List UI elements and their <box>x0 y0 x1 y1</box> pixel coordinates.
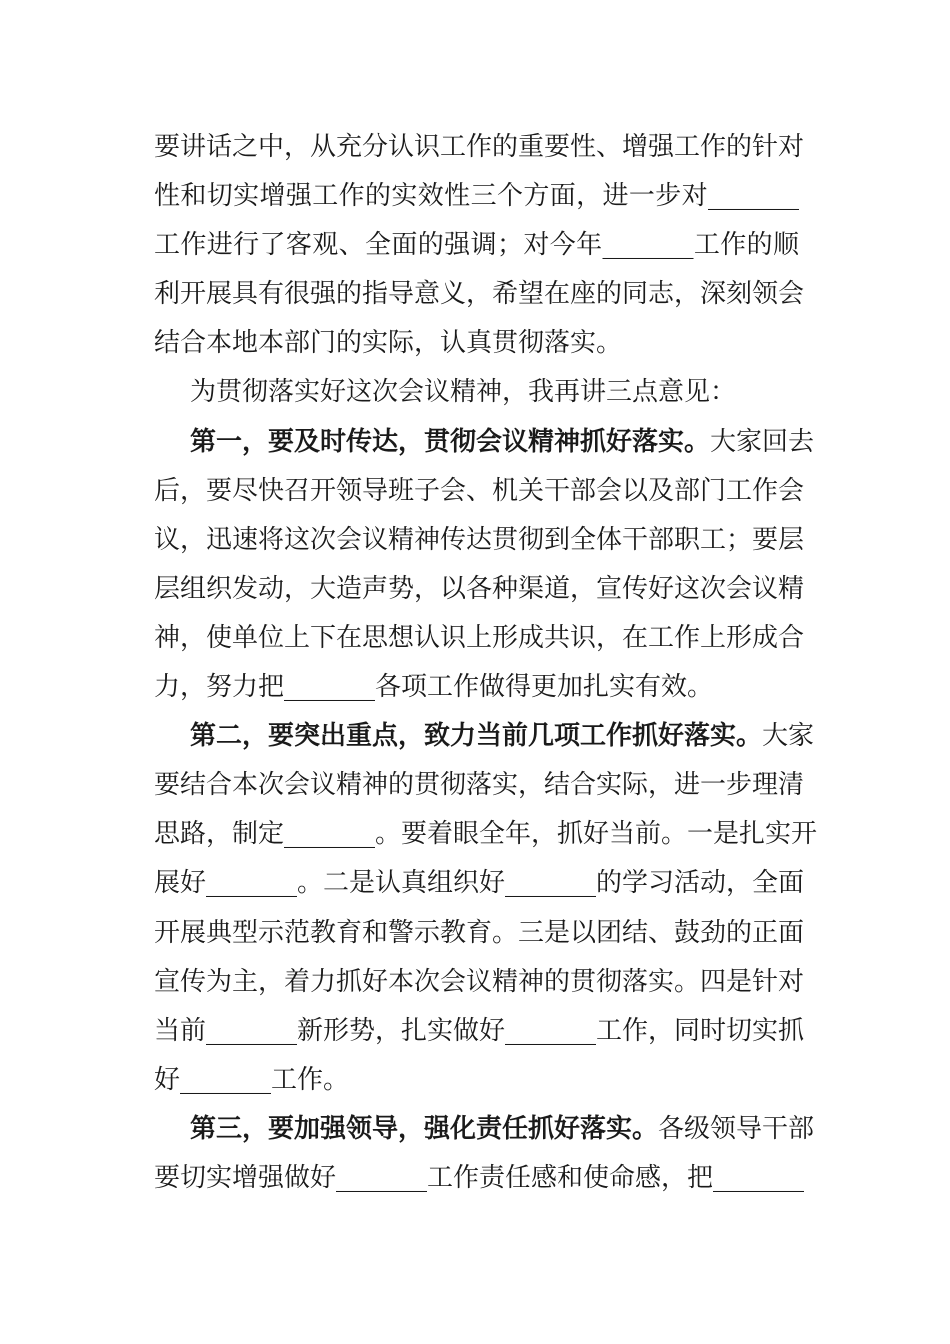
text-line <box>154 516 805 565</box>
line-text: 要结合本次会议精神的贯彻落实，结合实际，进一步理清 <box>154 770 805 801</box>
line-text: 要切实增强做好_______工作责任感和使命感，把_______ <box>154 1162 805 1193</box>
text-line <box>154 172 799 221</box>
text-line <box>154 368 799 417</box>
text-line <box>154 123 805 172</box>
bold-heading-text: 第三，要加强领导，强化责任抓好落实。 <box>190 1113 659 1144</box>
line-text: 力，努力把_______各项工作做得更加扎实有效。 <box>154 672 714 703</box>
text-line <box>154 319 799 368</box>
line-text: 工作进行了客观、全面的强调；对今年_______工作的顺 <box>154 230 799 261</box>
text-line <box>154 221 799 270</box>
text-line <box>154 565 805 614</box>
text-line <box>154 761 805 810</box>
line-text: 大家回去 <box>710 426 815 457</box>
line-text: 层组织发动，大造声势，以各种渠道，宣传好这次会议精 <box>154 573 805 604</box>
document-body <box>154 123 818 1203</box>
paragraph <box>154 368 799 417</box>
line-text: 开展典型示范教育和警示教育。三是以团结、鼓劲的正面 <box>154 917 805 948</box>
paragraph <box>154 1105 815 1203</box>
line-text: 利开展具有很强的指导意义，希望在座的同志，深刻领会 <box>154 279 805 310</box>
line-text: 性和切实增强工作的实效性三个方面，进一步对_______ <box>154 181 799 212</box>
paragraph <box>154 123 805 368</box>
line-text: 当前_______新形势，扎实做好_______工作，同时切实抓 <box>154 1015 805 1046</box>
line-text: 思路，制定_______。要着眼全年，抓好当前。一是扎实开 <box>154 819 818 850</box>
text-line <box>154 614 805 663</box>
bold-heading-text: 第二，要突出重点，致力当前几项工作抓好落实。 <box>190 721 763 752</box>
text-line <box>154 1105 815 1154</box>
line-text: 宣传为主，着力抓好本次会议精神的贯彻落实。四是针对 <box>154 966 805 997</box>
text-line <box>154 1154 805 1203</box>
bold-heading-text: 第一，要及时传达，贯彻会议精神抓好落实。 <box>190 426 711 457</box>
paragraph <box>154 712 818 1105</box>
text-line <box>154 663 799 712</box>
text-line <box>154 712 815 761</box>
line-text: 议，迅速将这次会议精神传达贯彻到全体干部职工；要层 <box>154 524 805 555</box>
line-text: 为贯彻落实好这次会议精神，我再讲三点意见： <box>190 377 737 408</box>
text-line <box>154 810 818 859</box>
text-line <box>154 909 805 958</box>
line-text: 好_______工作。 <box>154 1064 350 1095</box>
line-text: 结合本地本部门的实际，认真贯彻落实。 <box>154 328 623 359</box>
line-text: 神，使单位上下在思想认识上形成共识，在工作上形成合 <box>154 622 805 653</box>
line-text: 要讲话之中，从充分认识工作的重要性、增强工作的针对 <box>154 132 805 162</box>
text-line <box>154 270 805 319</box>
text-line <box>154 1007 805 1056</box>
line-text: 各级领导干部 <box>658 1113 815 1144</box>
line-text: 展好_______。二是认真组织好_______的学习活动，全面 <box>154 868 805 899</box>
text-line <box>154 467 805 516</box>
text-line <box>154 418 815 467</box>
text-line <box>154 859 805 908</box>
text-line <box>154 958 805 1007</box>
text-line <box>154 1056 799 1105</box>
line-text: 后，要尽快召开领导班子会、机关干部会以及部门工作会 <box>154 475 805 506</box>
paragraph <box>154 418 815 713</box>
line-text: 大家 <box>762 721 815 752</box>
